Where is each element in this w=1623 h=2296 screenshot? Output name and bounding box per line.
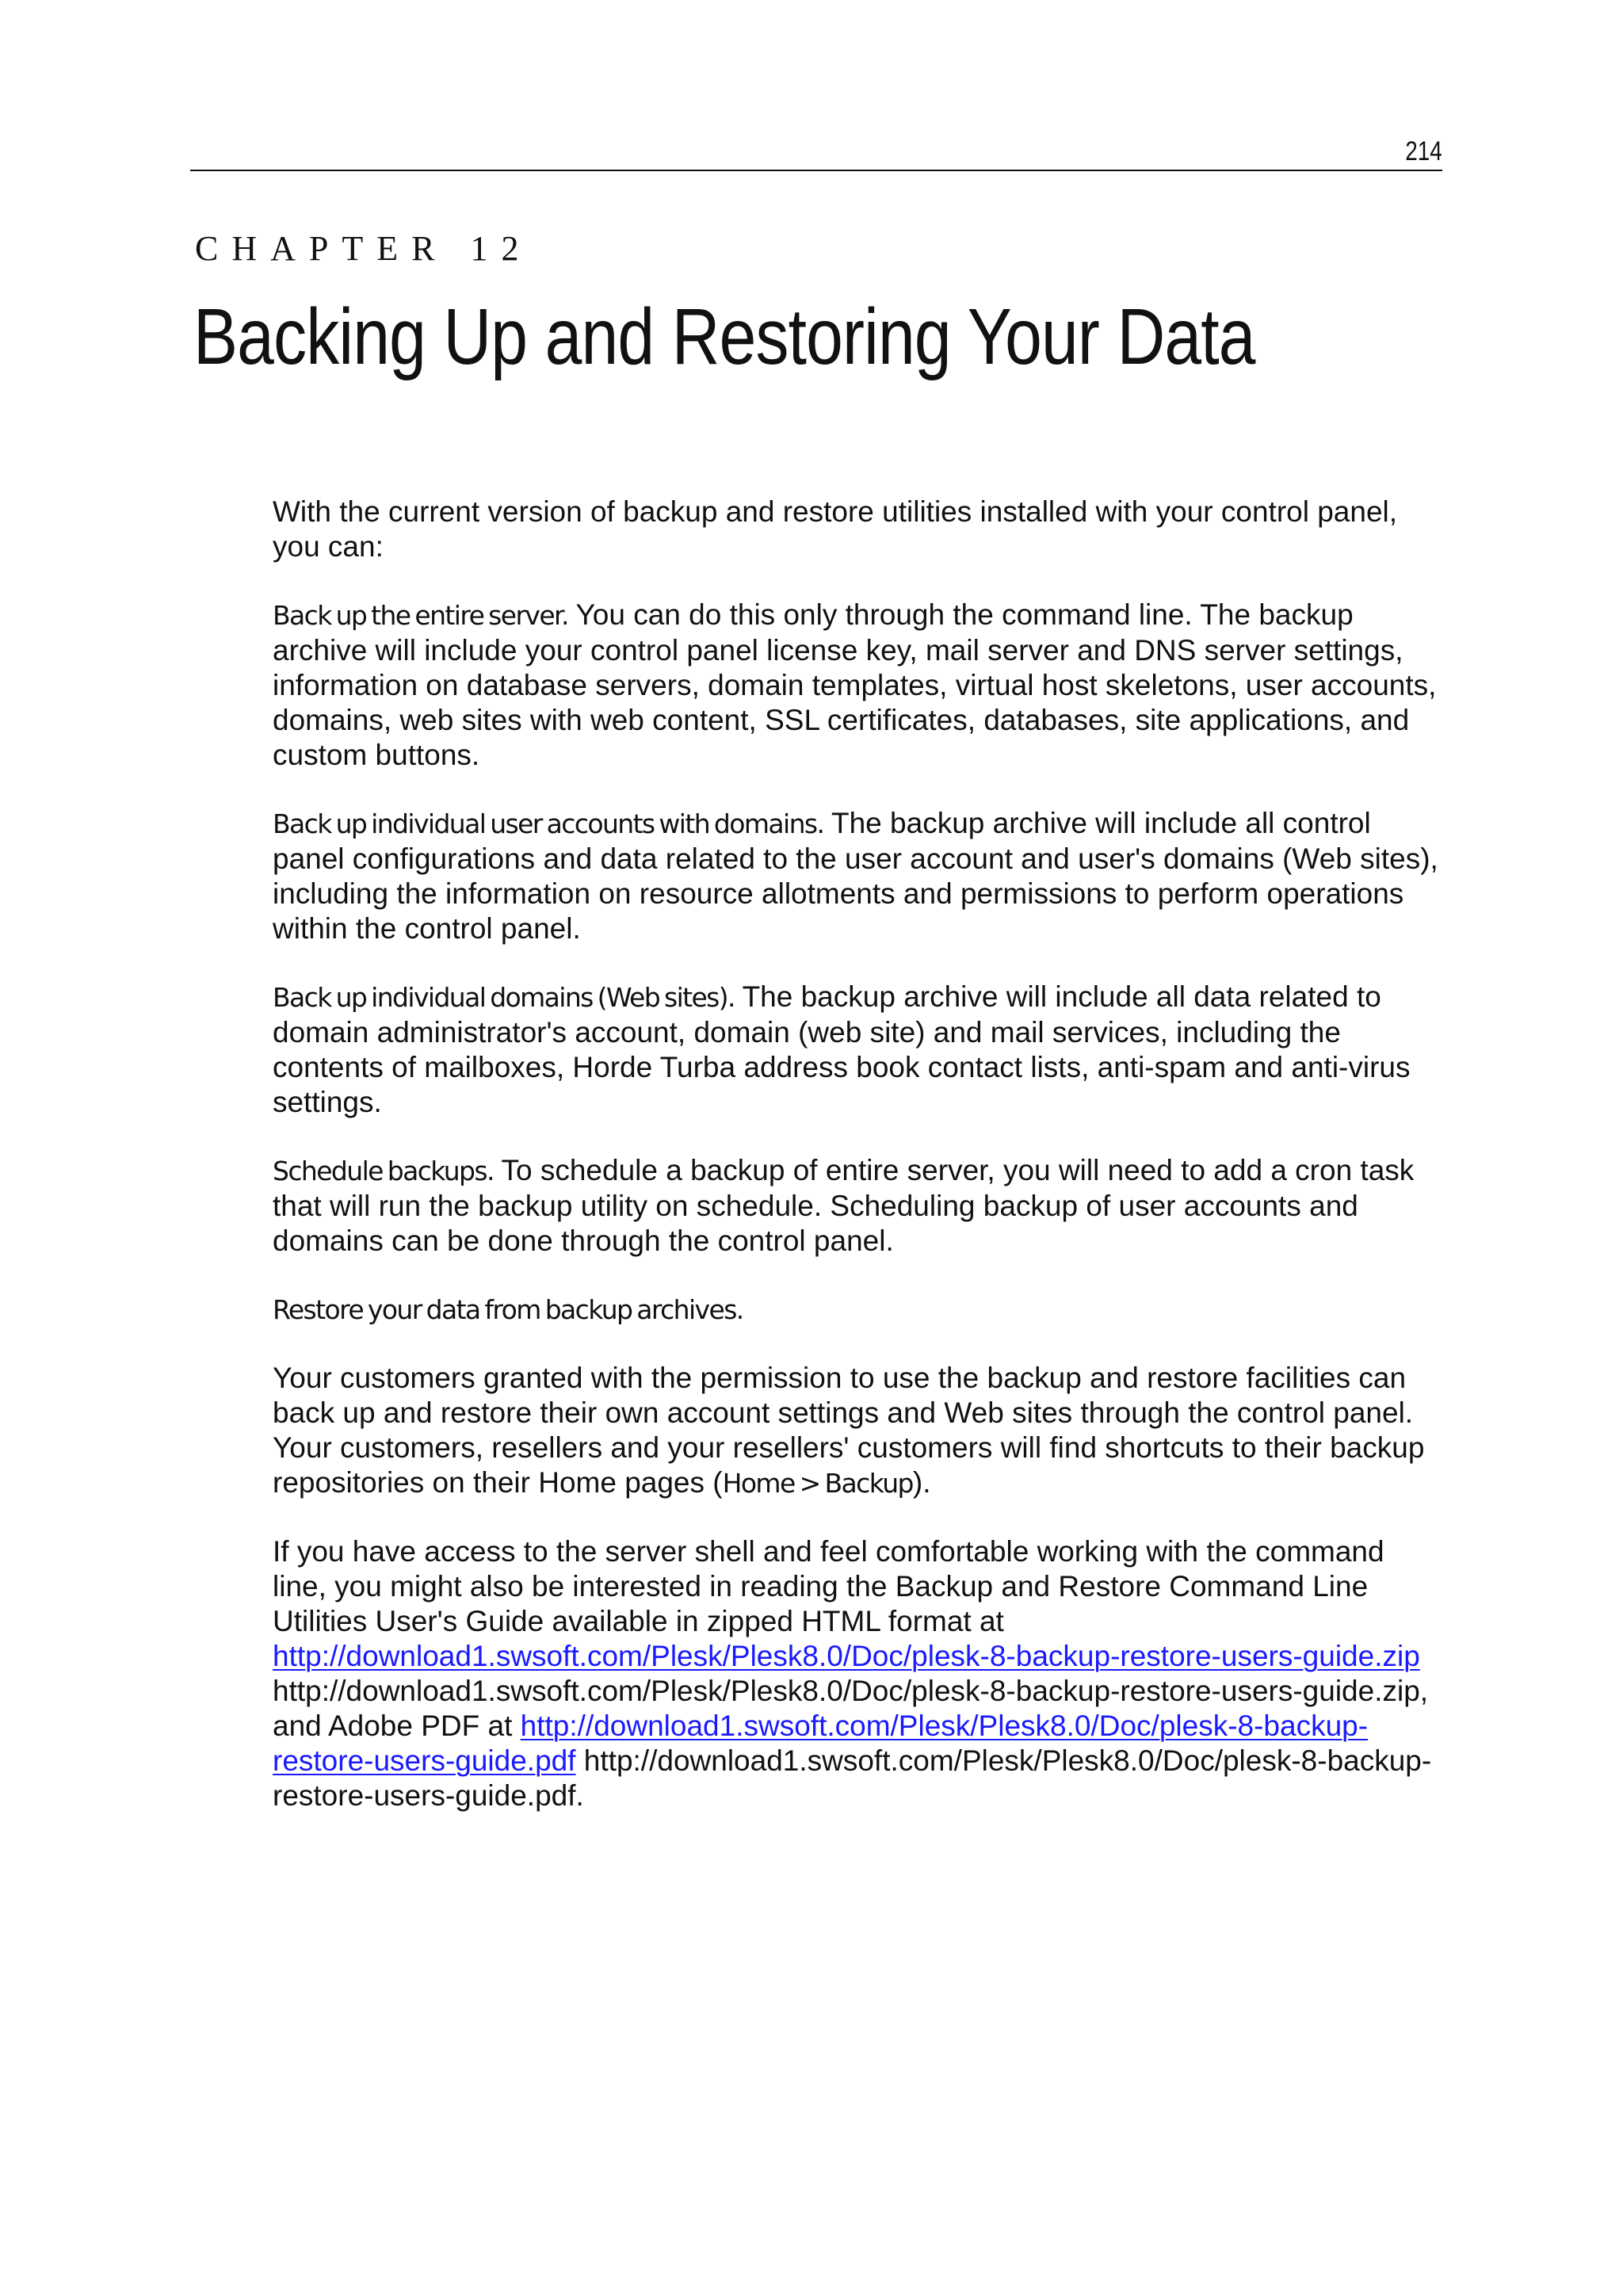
- header-rule: [190, 170, 1442, 171]
- chapter-label: CHAPTER 12: [195, 229, 533, 268]
- feature-text: The backup archive will include all data related to domain administrator's account, domain (web site) and mail services, including the contents of mailboxes, Horde Turba address book contact lists, anti-spam and anti-virus settings.: [273, 980, 1411, 1118]
- feature-text: The backup archive will include all control panel configurations and data related to the user account and user's domains (Web sites), including the information on resource allotments and permissions to perform operations within the control panel.: [273, 807, 1438, 945]
- feature-text: You can do this only through the command line. The backup archive will include your control panel license key, mail server and DNS server settings, information on database servers, domain templates, virtual host skeletons, user accounts, domains, web sites with web content, SSL certificates, databases, site applications, and custom buttons.: [273, 598, 1437, 771]
- feature-lead: Schedule backups.: [273, 1156, 494, 1186]
- feature-lead: Back up individual user accounts with domains.: [273, 808, 824, 839]
- feature-text: To schedule a backup of entire server, you will need to add a cron task that will run the backup utility on schedule. Scheduling backup of user accounts and domains can be done through the control panel.: [273, 1154, 1415, 1257]
- feature-item-schedule-backups: [273, 1153, 1445, 1259]
- intro-paragraph: With the current version of backup and restore utilities installed with your control panel, you can:: [273, 495, 1398, 563]
- feature-item-backup-server: [273, 598, 1445, 773]
- users-guide-zip-link[interactable]: http://download1.swsoft.com/Plesk/Plesk8.0/Doc/plesk-8-backup-restore-users-guide.zip: [273, 1640, 1420, 1672]
- feature-item-restore-data: [273, 1292, 1445, 1328]
- customers-text: Your customers granted with the permission to use the backup and restore facilities can back up and restore their own account settings and Web sites through the control panel. Your customers, resellers and your resellers' customers will find shortcuts to their backup repositories on their Home pages (: [273, 1362, 1425, 1499]
- shell-text-zip-url: http://download1.swsoft.com/Plesk/Plesk8.0/Doc/plesk-8-backup-restore-users-guide.zip, and Adobe PDF at: [273, 1675, 1429, 1742]
- chapter-body: [273, 495, 1445, 1847]
- chapter-title: Backing Up and Restoring Your Data: [193, 292, 1255, 381]
- feature-lead: Back up the entire server.: [273, 600, 568, 631]
- feature-lead: Back up individual domains (Web sites).: [273, 982, 735, 1013]
- shell-text-pdf-url: http://download1.swsoft.com/Plesk/Plesk8.0/Doc/plesk-8-backup-restore-users-guide.pdf.: [273, 1744, 1432, 1812]
- customers-paragraph: [273, 1361, 1445, 1501]
- feature-lead: Restore your data from backup archives.: [273, 1294, 743, 1325]
- shell-paragraph: [273, 1534, 1445, 1813]
- page-number: 214: [1405, 136, 1442, 166]
- users-guide-pdf-link[interactable]: http://download1.swsoft.com/Plesk/Plesk8.0/Doc/plesk-8-backup-restore-users-guide.pdf: [273, 1710, 1369, 1777]
- customers-text-end: ).: [912, 1466, 931, 1499]
- shell-text: If you have access to the server shell and feel comfortable working with the command line, you might also be interested in reading the Backup and Restore Command Line Utilities User's Guide available in zipped HTML format at: [273, 1535, 1384, 1637]
- feature-item-backup-domains: [273, 980, 1445, 1120]
- feature-item-backup-users: [273, 806, 1445, 946]
- home-backup-path: Home > Backup: [722, 1468, 913, 1499]
